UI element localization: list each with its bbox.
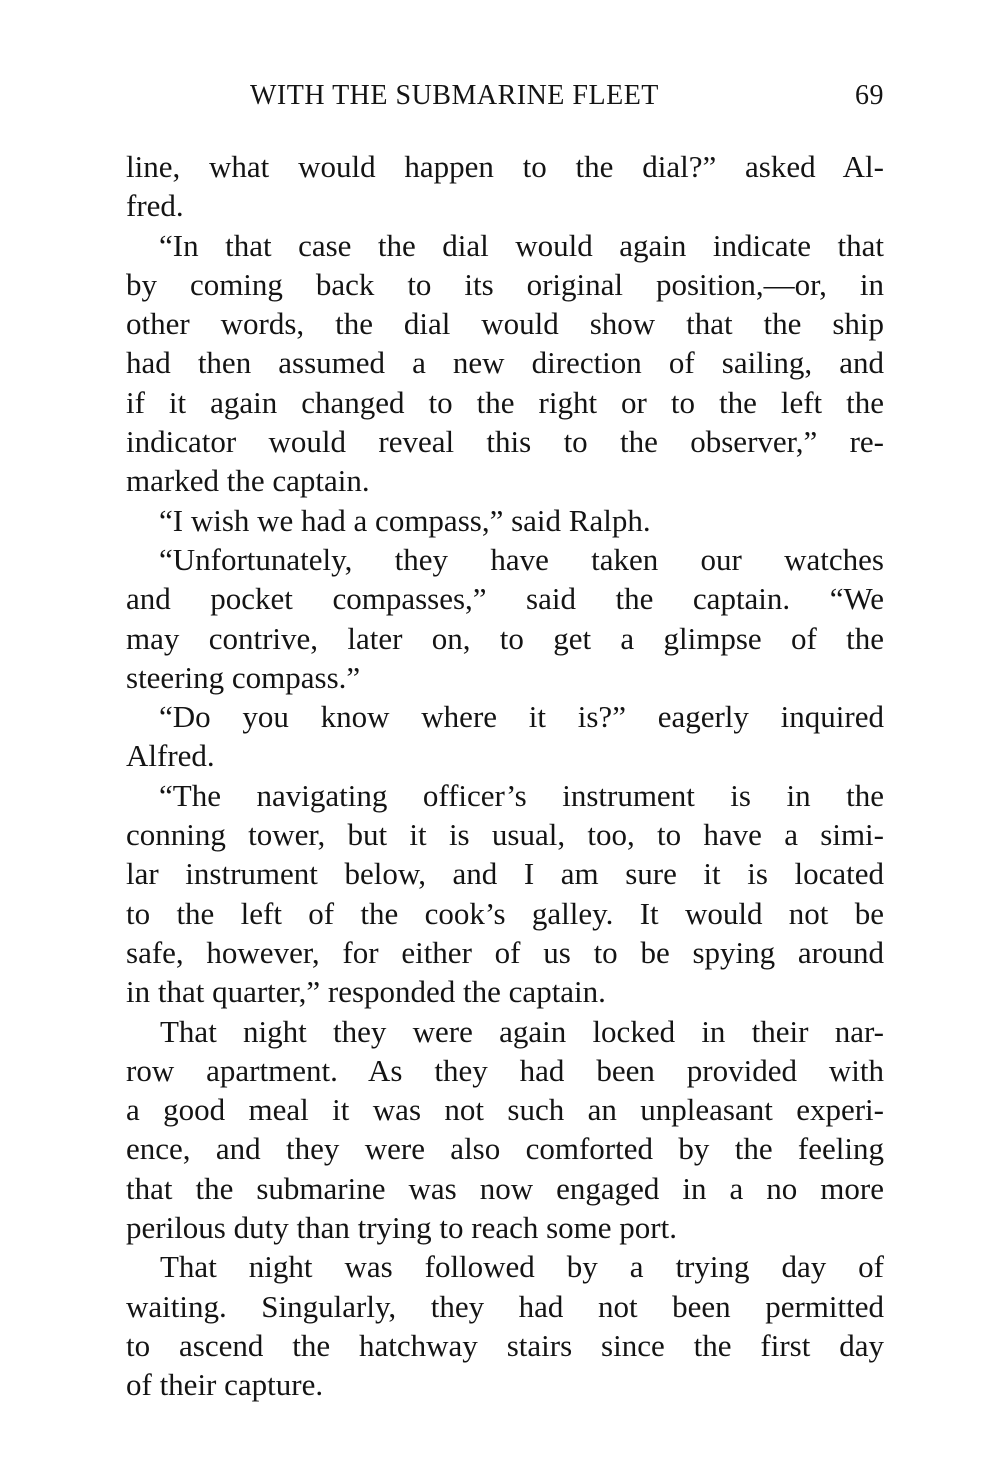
text-line: “Unfortunately, they have taken our watches xyxy=(159,541,884,577)
text-line: indicator would reveal this to the observer,” re- xyxy=(126,424,884,460)
text-line: and pocket compasses,” said the captain. “We xyxy=(126,581,884,617)
text-line: other words, the dial would show that the ship xyxy=(126,306,884,342)
text-line: line, what would happen to the dial?” asked Al- xyxy=(126,149,884,184)
text-line: That night was followed by a trying day of xyxy=(160,1249,884,1285)
text-line: conning tower, but it is usual, too, to have a simi- xyxy=(126,817,884,853)
text-line: marked the captain. xyxy=(126,463,370,499)
page-number: 69 xyxy=(855,80,884,111)
text-line: safe, however, for either of us to be spying around xyxy=(126,934,884,970)
text-line: had then assumed a new direction of sailing, and xyxy=(126,345,884,381)
text-line: a good meal it was not such an unpleasant experi- xyxy=(126,1092,884,1128)
text-line: fred. xyxy=(126,188,184,224)
text-line: row apartment. As they had been provided with xyxy=(126,1052,884,1088)
body-text xyxy=(126,147,884,1405)
text-line: to the left of the cook’s galley. It would not be xyxy=(126,895,884,931)
text-line: steering compass.” xyxy=(126,659,361,695)
text-line: lar instrument below, and I am sure it is located xyxy=(126,856,884,892)
text-line: “The navigating officer’s instrument is in the xyxy=(159,777,884,813)
text-line: “Do you know where it is?” eagerly inquired xyxy=(159,699,884,735)
text-line: ence, and they were also comforted by the feeling xyxy=(126,1131,884,1167)
text-line: if it again changed to the right or to the left the xyxy=(126,384,884,420)
text-line: “I wish we had a compass,” said Ralph. xyxy=(159,502,651,538)
text-line: to ascend the hatchway stairs since the first day xyxy=(126,1327,884,1363)
text-line: that the submarine was now engaged in a no more xyxy=(126,1170,884,1206)
text-line: That night they were again locked in their nar- xyxy=(160,1013,884,1049)
running-head xyxy=(250,80,884,120)
text-line: Alfred. xyxy=(126,738,215,774)
text-line: may contrive, later on, to get a glimpse of the xyxy=(126,620,884,656)
text-line: by coming back to its original position,—or, in xyxy=(126,266,884,302)
text-line: “In that case the dial would again indicate that xyxy=(159,227,884,263)
text-line: waiting. Singularly, they had not been permitted xyxy=(126,1288,884,1324)
running-title: WITH THE SUBMARINE FLEET xyxy=(250,80,659,111)
text-line: of their capture. xyxy=(126,1367,324,1403)
text-line: in that quarter,” responded the captain. xyxy=(126,974,606,1010)
text-line: perilous duty than trying to reach some port. xyxy=(126,1210,677,1246)
